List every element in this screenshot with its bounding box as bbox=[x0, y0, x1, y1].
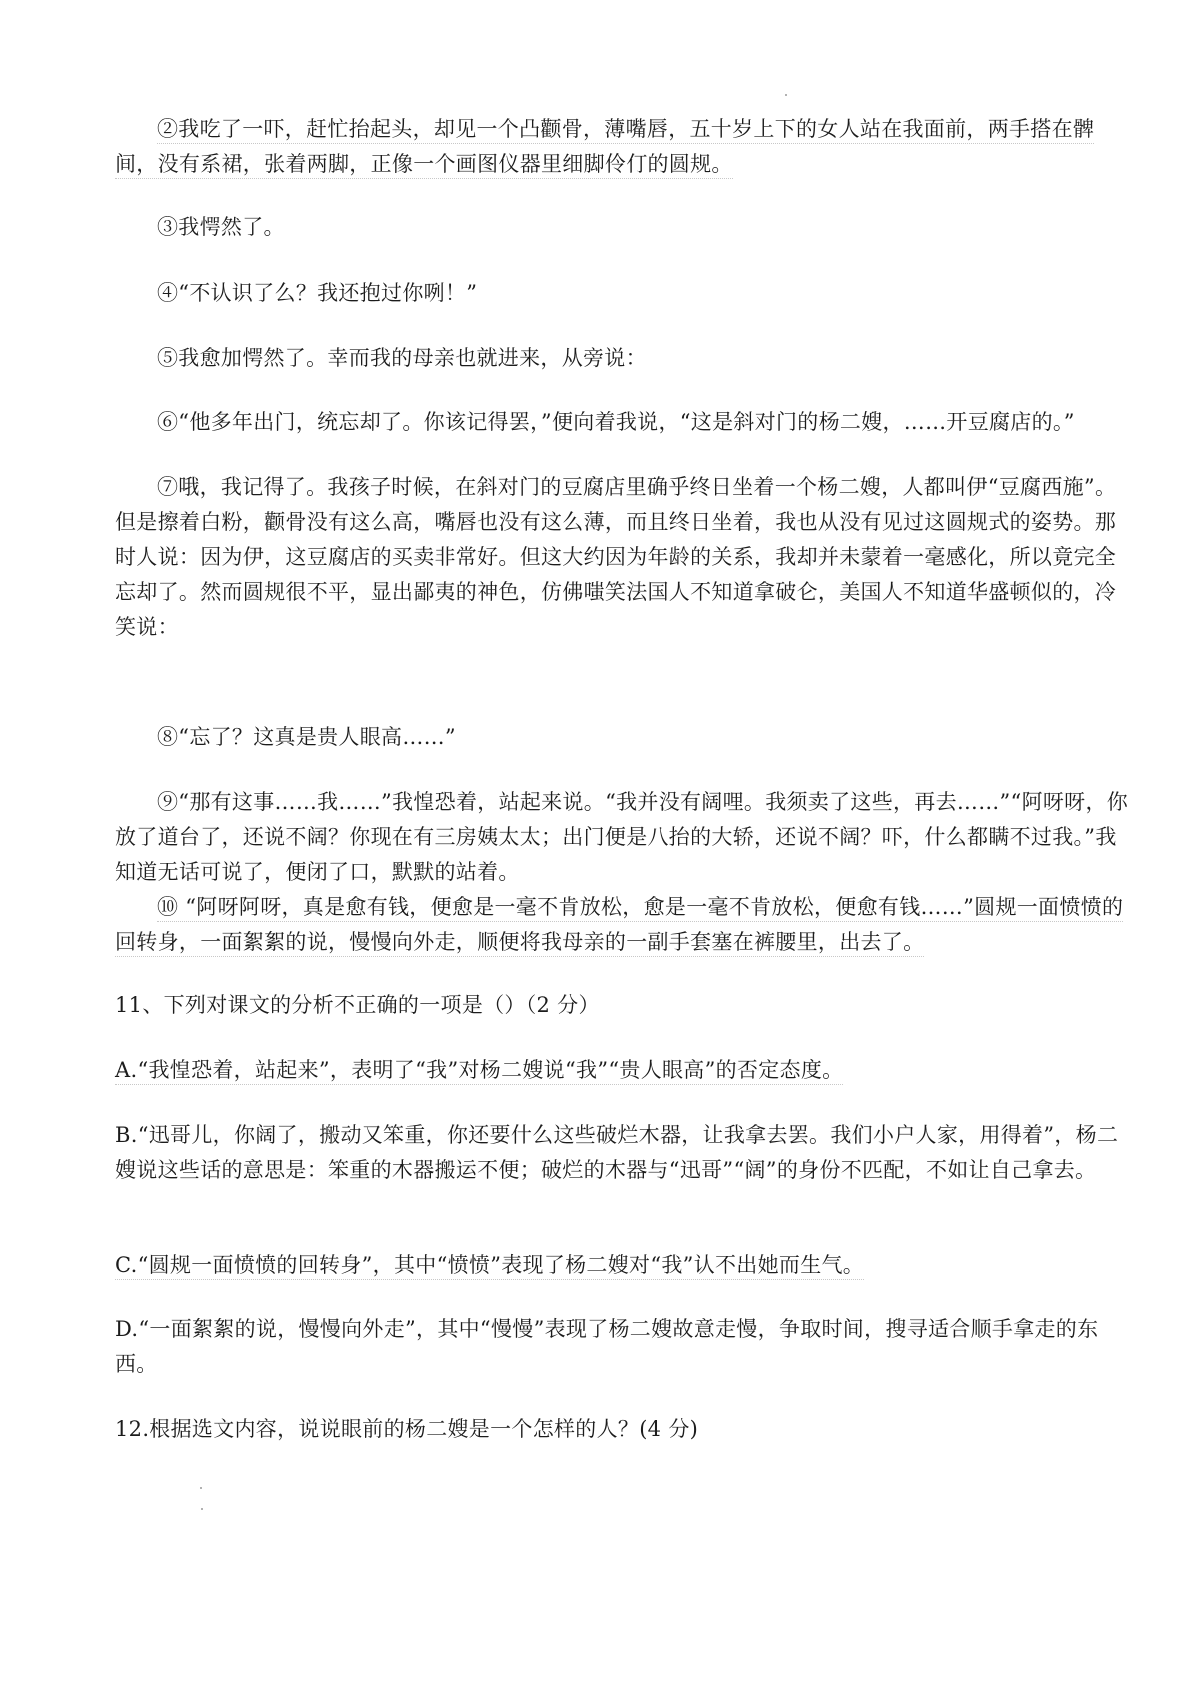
passage-paragraph-8: ⑧“忘了？这真是贵人眼高……” bbox=[157, 725, 456, 749]
passage-paragraph-6: ⑥“他多年出门，统忘却了。你该记得罢，”便向着我说，“这是斜对门的杨二嫂，……开豆腐店的。” bbox=[157, 410, 1075, 434]
passage-paragraph-4: ④“不认识了么？我还抱过你咧！” bbox=[157, 281, 478, 305]
passage-paragraph-7: ⑦哦，我记得了。我孩子时候，在斜对门的豆腐店里确乎终日坐着一个杨二嫂，人都叫伊“豆腐西施”。但是擦着白粉，颧骨没有这么高，嘴唇也没有这么薄，而且终日坐着，我也从没有见过这圆规式的姿势。那时人说：因为伊，这豆腐店的买卖非常好。但这大约因为年龄的关系，我却并未蒙着一毫感化，所以竟完全忘却了。然而圆规很不平，显出鄙夷的神色，仿佛嗤笑法国人不知道拿破仑，美国人不知道华盛顿似的，冷笑说： bbox=[115, 475, 1117, 639]
scan-speck bbox=[200, 1487, 202, 1489]
passage-paragraph-9: ⑨“那有这事……我……”我惶恐着，站起来说。“我并没有阔哩。我须卖了这些，再去……”“阿呀呀，你放了道台了，还说不阔？你现在有三房姨太太；出门便是八抬的大轿，还说不阔？吓，什么都瞒不过我。”我知道无话可说了，便闭了口，默默的站着。 bbox=[115, 790, 1129, 884]
scan-speck bbox=[785, 94, 787, 96]
question-11-option-d: D.“一面絮絮的说，慢慢向外走”，其中“慢慢”表现了杨二嫂故意走慢，争取时间，搜寻适合顺手拿走的东西。 bbox=[115, 1317, 1099, 1376]
passage-paragraph-10-text: ⑩ “阿呀阿呀，真是愈有钱，便愈是一毫不肯放松，愈是一毫不肯放松，便愈有钱……”圆规一面愤愤的回转身，一面絮絮的说，慢慢向外走，顺便将我母亲的一副手套塞在裤腰里，出去了。 bbox=[115, 895, 1123, 957]
scan-speck bbox=[201, 1508, 203, 1510]
passage-paragraph-10 bbox=[115, 890, 1135, 960]
question-11-option-c bbox=[115, 1248, 1135, 1283]
question-11-option-a-text: A.“我惶恐着，站起来”，表明了“我”对杨二嫂说“我”“贵人眼高”的否定态度。 bbox=[115, 1058, 843, 1085]
passage-paragraph-2 bbox=[115, 112, 1135, 182]
question-11-option-c-text: C.“圆规一面愤愤的回转身”，其中“愤愤”表现了杨二嫂对“我”认不出她而生气。 bbox=[115, 1253, 864, 1280]
passage-paragraph-2-text: ②我吃了一吓，赶忙抬起头，却见一个凸颧骨，薄嘴唇，五十岁上下的女人站在我面前，两手搭在髀间，没有系裙，张着两脚，正像一个画图仪器里细脚伶仃的圆规。 bbox=[115, 117, 1094, 179]
passage-paragraph-3: ③我愕然了。 bbox=[157, 215, 285, 239]
passage-paragraph-5: ⑤我愈加愕然了。幸而我的母亲也就进来，从旁说： bbox=[157, 346, 647, 370]
question-11-stem: 11、下列对课文的分析不正确的一项是（）（2 分） bbox=[115, 993, 600, 1017]
question-11-option-a bbox=[115, 1053, 1135, 1088]
question-11-option-b: B.“迅哥儿，你阔了，搬动又笨重，你还要什么这些破烂木器，让我拿去罢。我们小户人家，用得着”，杨二嫂说这些话的意思是：笨重的木器搬运不便；破烂的木器与“迅哥”“阔”的身份不匹配，不如让自己拿去。 bbox=[115, 1123, 1119, 1182]
question-12-stem: 12.根据选文内容，说说眼前的杨二嫂是一个怎样的人？(4 分) bbox=[115, 1417, 699, 1441]
